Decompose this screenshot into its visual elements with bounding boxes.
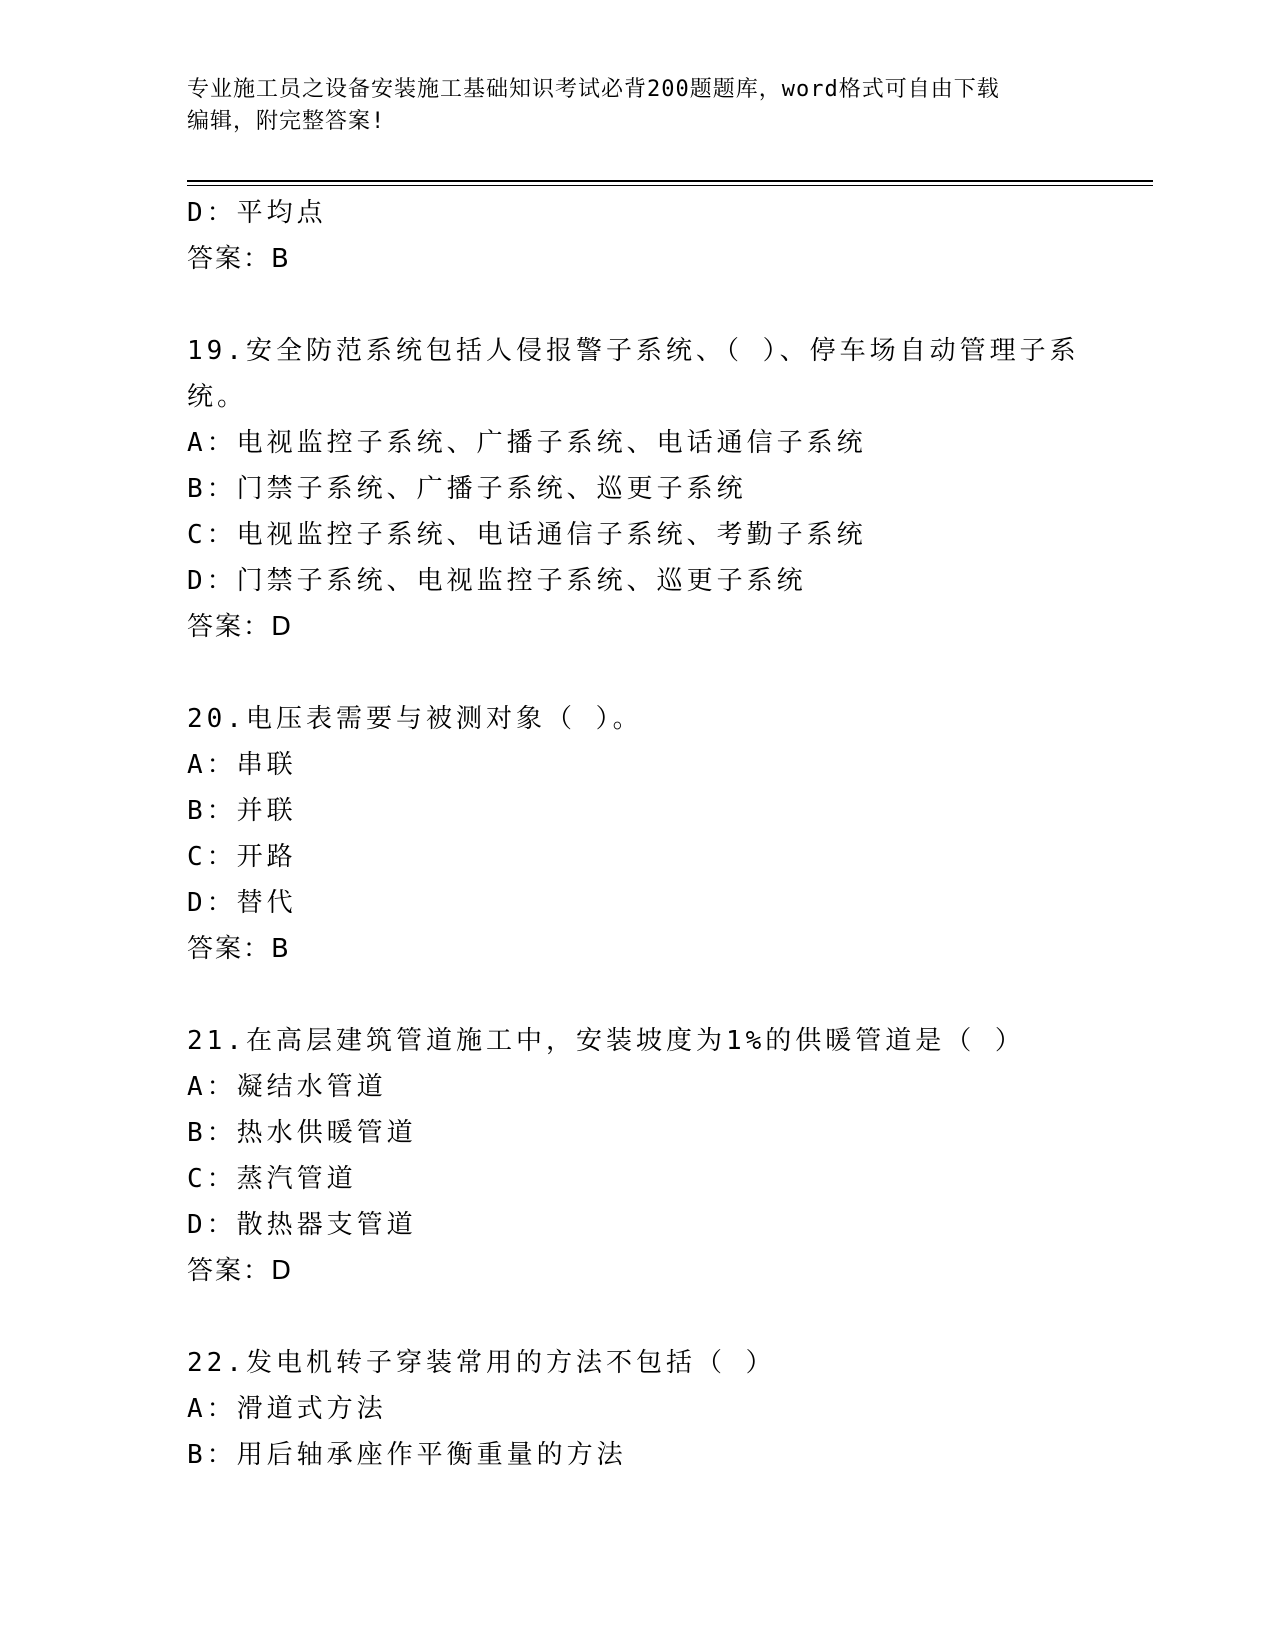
question-block-20 bbox=[187, 696, 1087, 972]
option-a: A：串联 bbox=[187, 750, 297, 780]
question-stem: 20.电压表需要与被测对象（ ）。 bbox=[187, 704, 643, 734]
header-line-1: 专业施工员之设备安装施工基础知识考试必背200题题库，word格式可自由下载 bbox=[187, 77, 1000, 102]
option-c: C：电视监控子系统、电话通信子系统、考勤子系统 bbox=[187, 520, 867, 550]
option-a: A：滑道式方法 bbox=[187, 1394, 387, 1424]
answer-label: 答案：D bbox=[187, 1256, 294, 1286]
spacer bbox=[187, 1294, 1087, 1340]
spacer bbox=[187, 282, 1087, 328]
option-d: D：散热器支管道 bbox=[187, 1210, 417, 1240]
question-block-21 bbox=[187, 1018, 1087, 1294]
option-b: B：门禁子系统、广播子系统、巡更子系统 bbox=[187, 474, 747, 504]
option-c: C：开路 bbox=[187, 842, 297, 872]
option-b: B：并联 bbox=[187, 796, 297, 826]
spacer bbox=[187, 650, 1087, 696]
header-line-2: 编辑，附完整答案! bbox=[187, 109, 386, 134]
option-b: B：热水供暖管道 bbox=[187, 1118, 417, 1148]
question-stem-continuation: 统。 bbox=[187, 382, 248, 412]
option-d: D：替代 bbox=[187, 888, 297, 918]
option-d: D：平均点 bbox=[187, 198, 327, 228]
header-divider-thin bbox=[187, 185, 1153, 186]
header-divider-thick bbox=[187, 180, 1153, 182]
option-a: A：电视监控子系统、广播子系统、电话通信子系统 bbox=[187, 428, 867, 458]
document-header bbox=[187, 74, 1087, 138]
spacer bbox=[187, 972, 1087, 1018]
option-d: D：门禁子系统、电视监控子系统、巡更子系统 bbox=[187, 566, 807, 596]
option-c: C：蒸汽管道 bbox=[187, 1164, 357, 1194]
question-stem: 19.安全防范系统包括人侵报警子系统、（ ）、停车场自动管理子系 bbox=[187, 336, 1080, 366]
answer-label: 答案：D bbox=[187, 612, 294, 642]
answer-label: 答案：B bbox=[187, 244, 291, 274]
document-body bbox=[187, 190, 1087, 1478]
question-block-18-tail bbox=[187, 190, 1087, 282]
question-block-22 bbox=[187, 1340, 1087, 1478]
option-b: B：用后轴承座作平衡重量的方法 bbox=[187, 1440, 627, 1470]
answer-label: 答案：B bbox=[187, 934, 291, 964]
question-stem: 22.发电机转子穿装常用的方法不包括（ ） bbox=[187, 1348, 776, 1378]
question-stem: 21.在高层建筑管道施工中，安装坡度为1%的供暖管道是（ ） bbox=[187, 1026, 1025, 1056]
question-block-19 bbox=[187, 328, 1087, 650]
option-a: A：凝结水管道 bbox=[187, 1072, 387, 1102]
